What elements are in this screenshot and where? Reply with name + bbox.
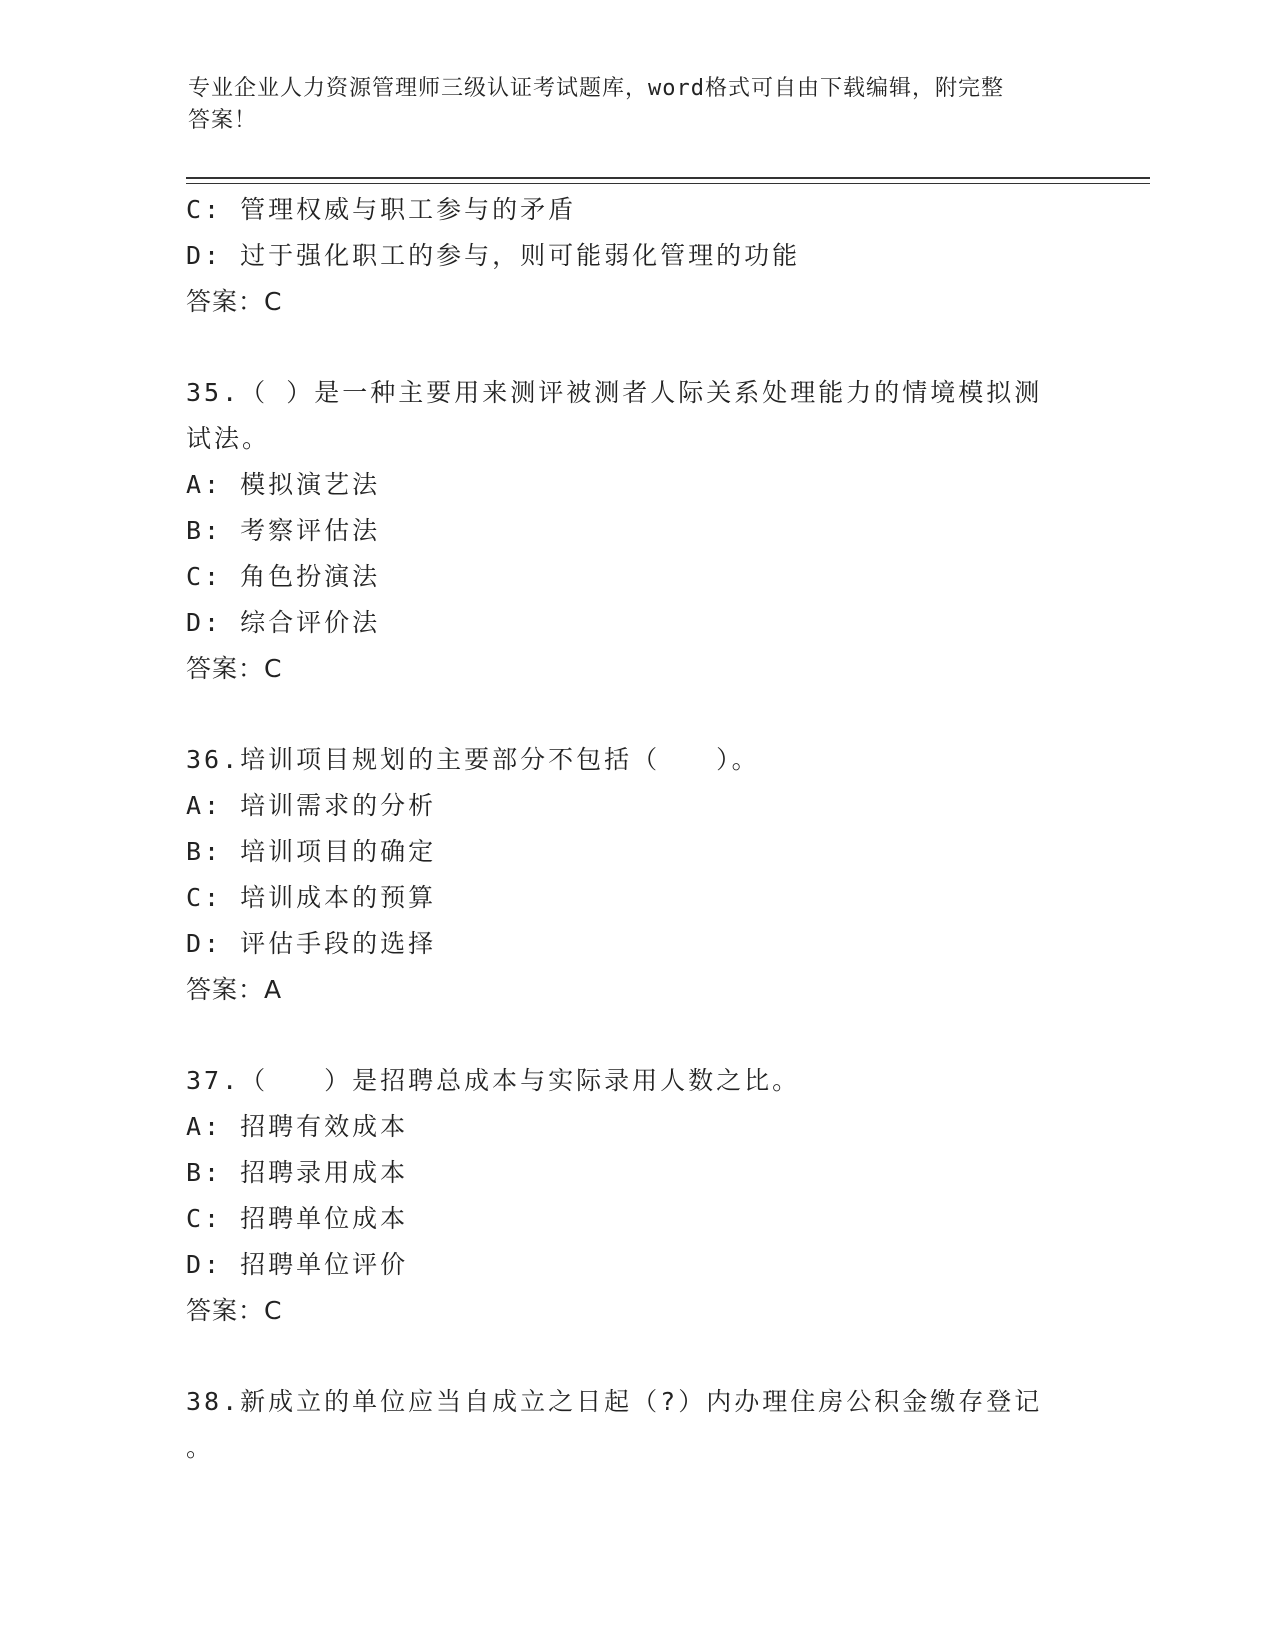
option-d: D: 招聘单位评价 (186, 1250, 409, 1279)
option-d: D: 过于强化职工的参与，则可能弱化管理的功能 (186, 241, 801, 270)
question-text-line: 35.（ ）是一种主要用来测评被测者人际关系处理能力的情境模拟测 (186, 378, 1043, 407)
option-d: D: 综合评价法 (186, 608, 381, 637)
option-a: A: 培训需求的分析 (186, 791, 437, 820)
question-text-line: 试法。 (186, 424, 271, 453)
option-c: C: 招聘单位成本 (186, 1204, 409, 1233)
question-34-continued (186, 187, 1086, 325)
header-line-1: 专业企业人力资源管理师三级认证考试题库，word格式可自由下载编辑，附完整 (188, 76, 1004, 101)
option-c: C: 管理权威与职工参与的矛盾 (186, 195, 577, 224)
answer-line: 答案：C (186, 287, 283, 316)
header-divider-thin (186, 183, 1150, 184)
header-line-2: 答案！ (188, 108, 258, 133)
option-b: B: 培训项目的确定 (186, 837, 437, 866)
option-c: C: 培训成本的预算 (186, 883, 437, 912)
answer-line: 答案：C (186, 654, 283, 683)
question-text-line: 38.新成立的单位应当自成立之日起（?）内办理住房公积金缴存登记 (186, 1387, 1043, 1416)
document-header (188, 73, 1068, 137)
option-a: A: 模拟演艺法 (186, 470, 381, 499)
question-35 (186, 370, 1086, 692)
question-text-line: 37.（ ）是招聘总成本与实际录用人数之比。 (186, 1066, 801, 1095)
question-text-line: 。 (186, 1433, 215, 1462)
question-37 (186, 1058, 1086, 1334)
question-text-line: 36.培训项目规划的主要部分不包括（ ）。 (186, 745, 760, 774)
option-c: C: 角色扮演法 (186, 562, 381, 591)
option-a: A: 招聘有效成本 (186, 1112, 409, 1141)
question-38 (186, 1379, 1086, 1471)
document-body (186, 187, 1086, 1471)
answer-line: 答案：C (186, 1296, 283, 1325)
question-36 (186, 737, 1086, 1013)
option-b: B: 考察评估法 (186, 516, 381, 545)
answer-line: 答案：A (186, 975, 283, 1004)
option-d: D: 评估手段的选择 (186, 929, 437, 958)
option-b: B: 招聘录用成本 (186, 1158, 409, 1187)
header-divider-thick (186, 177, 1150, 179)
